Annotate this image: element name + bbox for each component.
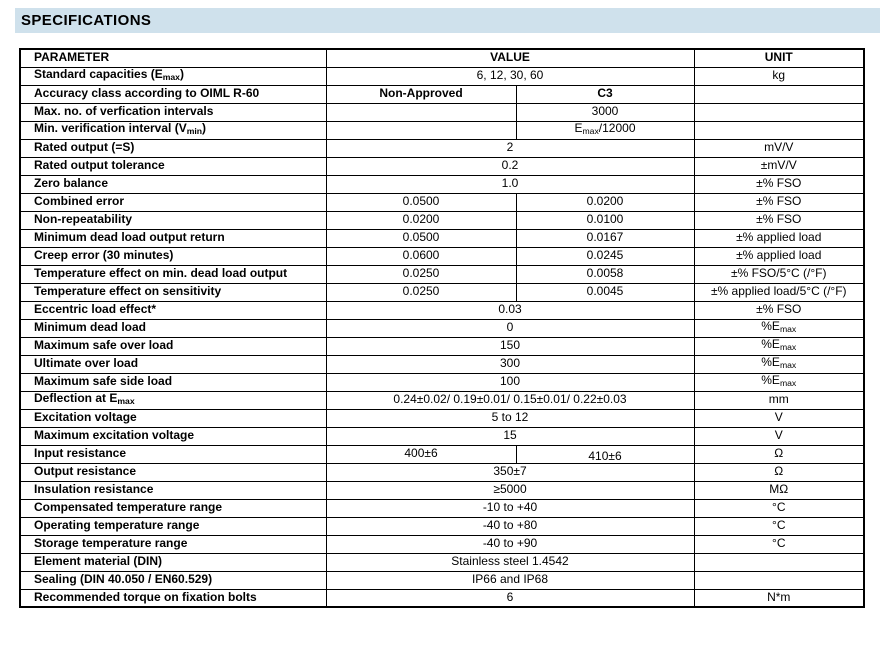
value-cell: 1.0 [326, 175, 694, 193]
unit-cell [694, 103, 864, 121]
value-cell: 6, 12, 30, 60 [326, 67, 694, 85]
table-row [20, 139, 864, 157]
table-row [20, 481, 864, 499]
parameter-cell: Non-repeatability [20, 211, 326, 229]
parameter-cell: Operating temperature range [20, 517, 326, 535]
value-cell: 350±7 [326, 463, 694, 481]
value-cell: ≥5000 [326, 481, 694, 499]
unit-cell [694, 85, 864, 103]
table-row [20, 85, 864, 103]
value-cell-right: 0.0058 [516, 265, 694, 283]
section-header-bar [15, 8, 880, 33]
unit-cell: MΩ [694, 481, 864, 499]
table-row [20, 103, 864, 121]
value-cell-left: 400±6 [326, 445, 516, 463]
value-cell-left: 0.0250 [326, 265, 516, 283]
parameter-cell: Output resistance [20, 463, 326, 481]
parameter-cell: Creep error (30 minutes) [20, 247, 326, 265]
spec-table [19, 48, 865, 608]
table-row [20, 247, 864, 265]
unit-cell: ±% FSO [694, 193, 864, 211]
value-cell-right: 0.0245 [516, 247, 694, 265]
parameter-column-header: PARAMETER [20, 49, 326, 67]
parameter-cell: Element material (DIN) [20, 553, 326, 571]
unit-cell: $\%E_{max}$ [694, 337, 864, 355]
parameter-cell: Min. verification interval $(V_{min})$ [20, 121, 326, 139]
value-cell-right: C3 [516, 85, 694, 103]
value-cell: 6 [326, 589, 694, 607]
table-row [20, 463, 864, 481]
parameter-cell: Max. no. of verfication intervals [20, 103, 326, 121]
table-row [20, 121, 864, 139]
value-cell-left [326, 103, 516, 121]
value-cell: 300 [326, 355, 694, 373]
table-row [20, 319, 864, 337]
value-cell-right: 0.0100 [516, 211, 694, 229]
value-cell-left: 0.0200 [326, 211, 516, 229]
unit-cell: $\%E_{max}$ [694, 373, 864, 391]
parameter-cell: Storage temperature range [20, 535, 326, 553]
parameter-cell: Rated output tolerance [20, 157, 326, 175]
parameter-cell: Excitation voltage [20, 409, 326, 427]
unit-cell: kg [694, 67, 864, 85]
table-row [20, 175, 864, 193]
parameter-cell: Standard capacities $(E_{max})$ [20, 67, 326, 85]
unit-cell: ±% FSO [694, 301, 864, 319]
table-row [20, 535, 864, 553]
table-row [20, 517, 864, 535]
page-title: SPECIFICATIONS [21, 12, 152, 29]
spec-table-body [20, 67, 864, 607]
table-row [20, 157, 864, 175]
parameter-cell: Zero balance [20, 175, 326, 193]
parameter-cell: Minimum dead load output return [20, 229, 326, 247]
value-cell: Stainless steel 1.4542 [326, 553, 694, 571]
table-row [20, 589, 864, 607]
table-row [20, 283, 864, 301]
unit-cell: Ω [694, 463, 864, 481]
value-cell-left [326, 121, 516, 139]
table-row [20, 211, 864, 229]
unit-cell: ±% applied load [694, 247, 864, 265]
table-row [20, 193, 864, 211]
value-cell-left: 0.0600 [326, 247, 516, 265]
parameter-cell: Minimum dead load [20, 319, 326, 337]
parameter-cell: Recommended torque on fixation bolts [20, 589, 326, 607]
unit-cell: °C [694, 535, 864, 553]
table-row [20, 337, 864, 355]
parameter-cell: Input resistance [20, 445, 326, 463]
table-row [20, 553, 864, 571]
table-row [20, 445, 864, 463]
unit-cell: $\%E_{max}$ [694, 319, 864, 337]
value-cell-right: 3000 [516, 103, 694, 121]
unit-cell [694, 121, 864, 139]
parameter-cell: Accuracy class according to OIML R-60 [20, 85, 326, 103]
parameter-cell: Temperature effect on sensitivity [20, 283, 326, 301]
unit-cell: ±% FSO [694, 175, 864, 193]
unit-cell [694, 571, 864, 589]
unit-column-header: UNIT [694, 49, 864, 67]
parameter-cell: Temperature effect on min. dead load output [20, 265, 326, 283]
unit-cell: °C [694, 517, 864, 535]
table-row [20, 229, 864, 247]
parameter-cell: Deflection at $E_{max}$ [20, 391, 326, 409]
parameter-cell: Compensated temperature range [20, 499, 326, 517]
parameter-cell: Sealing (DIN 40.050 / EN60.529) [20, 571, 326, 589]
value-column-header: VALUE [326, 49, 694, 67]
value-cell-left: 0.0500 [326, 193, 516, 211]
table-row [20, 427, 864, 445]
parameter-cell: Combined error [20, 193, 326, 211]
value-cell-left: Non-Approved [326, 85, 516, 103]
table-row [20, 67, 864, 85]
parameter-cell: Eccentric load effect* [20, 301, 326, 319]
value-cell: 15 [326, 427, 694, 445]
value-cell-right: 0.0167 [516, 229, 694, 247]
value-cell: 5 to 12 [326, 409, 694, 427]
unit-cell [694, 553, 864, 571]
value-cell: 0.24±0.02/ 0.19±0.01/ 0.15±0.01/ 0.22±0.03 [326, 391, 694, 409]
unit-cell: $\%E_{max}$ [694, 355, 864, 373]
value-cell: IP66 and IP68 [326, 571, 694, 589]
table-header-row [20, 49, 864, 67]
table-row [20, 301, 864, 319]
value-cell-left: 0.0250 [326, 283, 516, 301]
unit-cell: ±% applied load/5°C (/°F) [694, 283, 864, 301]
unit-cell: ±mV/V [694, 157, 864, 175]
table-row [20, 409, 864, 427]
parameter-cell: Maximum excitation voltage [20, 427, 326, 445]
parameter-cell: Rated output (=S) [20, 139, 326, 157]
parameter-cell: Maximum safe over load [20, 337, 326, 355]
value-cell-right: 0.0045 [516, 283, 694, 301]
value-cell: 100 [326, 373, 694, 391]
unit-cell: mm [694, 391, 864, 409]
unit-cell: ±% FSO/5°C (/°F) [694, 265, 864, 283]
unit-cell: ±% FSO [694, 211, 864, 229]
table-row [20, 391, 864, 409]
table-row [20, 571, 864, 589]
value-cell: -40 to +80 [326, 517, 694, 535]
value-cell: -40 to +90 [326, 535, 694, 553]
unit-cell: V [694, 427, 864, 445]
value-cell: 0.2 [326, 157, 694, 175]
unit-cell: °C [694, 499, 864, 517]
table-row [20, 499, 864, 517]
value-cell: 150 [326, 337, 694, 355]
value-cell: 0.03 [326, 301, 694, 319]
value-cell: 2 [326, 139, 694, 157]
parameter-cell: Maximum safe side load [20, 373, 326, 391]
unit-cell: V [694, 409, 864, 427]
unit-cell: ±% applied load [694, 229, 864, 247]
unit-cell: mV/V [694, 139, 864, 157]
value-cell-right: $E_{max}/12000$ [516, 121, 694, 139]
value-cell-left: 0.0500 [326, 229, 516, 247]
value-cell-right: 410±6 [516, 445, 694, 463]
table-row [20, 355, 864, 373]
parameter-cell: Ultimate over load [20, 355, 326, 373]
value-cell: -10 to +40 [326, 499, 694, 517]
parameter-cell: Insulation resistance [20, 481, 326, 499]
unit-cell: Ω [694, 445, 864, 463]
table-row [20, 373, 864, 391]
table-row [20, 265, 864, 283]
value-cell-right: 0.0200 [516, 193, 694, 211]
value-cell: 0 [326, 319, 694, 337]
unit-cell: N*m [694, 589, 864, 607]
